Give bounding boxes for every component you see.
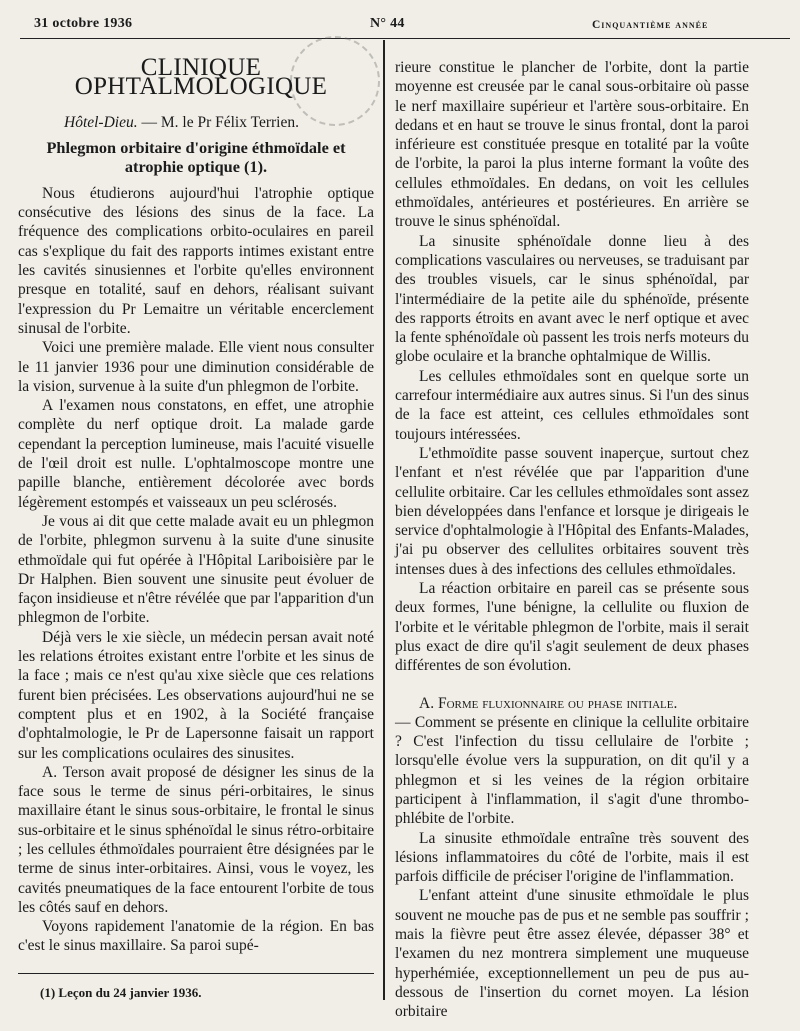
paragraph: L'ethmoïdite passe souvent inaperçue, surtout chez l'enfant et n'est révélée que par l'apparition d'une cellulite orbitaire. Car les cellules ethmoïdales sont assez bien développées dans l'enfance et lorsque je dirigeais le service d'ophtalmologie à l'Hôpital des Enfants-Malades, j'ai pu observer des cellulites orbitaires souvent très intenses dues à des infections des cellules ethmoïdales. — [395, 444, 749, 578]
footnote: (1) Leçon du 24 janvier 1936. — [40, 985, 202, 1000]
header-rule — [20, 38, 790, 39]
section-heading: A. Forme fluxionnaire ou phase initiale. — [419, 694, 678, 712]
hospital-name: Hôtel-Dieu. — [64, 113, 138, 131]
footnote-rule — [18, 973, 374, 974]
paragraph: A l'examen nous constatons, en effet, une atrophie complète du nerf optique droit. La malade garde cependant la perception lumineuse, mais l'acuité visuelle de l'œil droit est nulle. L'ophtalmoscope montre une papille blanche, entièrement décolorée avec bords légèrement estompés et vaisseaux un peu sclérosés. — [18, 397, 374, 511]
article-subtitle: Phlegmon orbitaire d'origine éthmoïdale et atrophie optique (1). — [46, 137, 346, 176]
paragraph: Je vous ai dit que cette malade avait eu un phlegmon de l'orbite, phlegmon survenu à la suite d'une sinusite ethmoïdale qui fut opérée à l'Hôpital Lariboisière par le Dr Halphen. Bien souvent une sinusite peut évoluer de façon insidieuse et n'être révélée que par l'apparition d'un phlegmon de l'orbite. — [18, 512, 374, 627]
column-divider — [383, 40, 385, 1000]
paragraph: La sinusite sphénoïdale donne lieu à des complications vasculaires ou nerveuses, se traduisant par des troubles visuels, car le sinus sphénoïdal, par l'intermédiaire de la petite aile du sphénoïde, présente des rapports étroits en avant avec le nerf optique et avec la fente sphénoïdale où passent les trois nerfs moteurs du globe oculaire et la branche ophtalmique de Willis. — [395, 232, 749, 366]
paragraph: Les cellules ethmoïdales sont en quelque sorte un carrefour intermédiaire aux autres sinus. Si l'un des sinus de la face est atteint, ces cellules ethmoïdales sont toujours intéressées. — [395, 367, 749, 443]
left-column — [18, 54, 374, 956]
author-name: — M. le Pr Félix Terrien. — [137, 113, 299, 131]
paragraph: La sinusite ethmoïdale entraîne très souvent des lésions inflammatoires du côté de l'orbite, mais il est parfois difficile de préciser l'origine de l'inflammation. — [395, 829, 749, 886]
article-byline — [18, 113, 374, 132]
header-issue-number: N° 44 — [370, 16, 405, 31]
paragraph: Voici une première malade. Elle vient nous consulter le 11 janvier 1936 pour une diminution considérable de la vision, survenue à la suite d'un phlegmon de l'orbite. — [18, 339, 374, 395]
paragraph: L'enfant atteint d'une sinusite ethmoïdale le plus souvent ne mouche pas de pus et ne semble pas souffrir ; mais la fièvre peut être assez élevée, dépasser 38° et l'examen du nez montrera simplement une muqueuse hyperhémiée, exceptionnellement un peu de pus au-dessous de l'insertion du cornet moyen. La lésion orbitaire — [395, 887, 749, 1021]
right-column — [395, 58, 749, 1022]
paragraph: A. Terson avait proposé de désigner les sinus de la face sous le terme de sinus péri-orbitaires, le sinus maxillaire étant le sinus sous-orbitaire, le frontal le sinus sus-orbitaire et le sinus sphénoïdal le sinus rétro-orbitaire ; les cellules éthmoïdales pourraient être désignées par le terme de sinus inter-orbitaires. Ainsi, vous le voyez, les cavités pneumatiques de la face entourent l'orbite de tous les côtés sauf en dehors. — [18, 763, 374, 916]
paragraph: Déjà vers le xie siècle, un médecin persan avait noté les relations étroites existant entre l'orbite et les sinus de la face ; mais ce n'est qu'au xixe siècle que ces relations furent bien précisées. Les observations aujourd'hui ne se comptent plus et en 1902, à la Société française d'ophtalmologie, le Pr de Lapersonne faisait un rapport sur les complications oculaires des sinusites. — [18, 628, 374, 762]
paragraph: rieure constitue le plancher de l'orbite, dont la partie moyenne est creusée par le canal sous-orbitaire où passe le nerf maxillaire supérieur et l'artère sous-orbitaire. En dedans et en haut se trouve le sinus frontal, dont la paroi inférieure est constituée presque en totalité par la voûte de l'orbite, la paroi la plus interne formant la voûte des cellules ethmoïdales. En dedans, on voit les cellules ethmoïdales, antérieures et postérieures. En arrière se trouve le sinus sphénoïdal. — [395, 59, 749, 231]
header-date: 31 octobre 1936 — [34, 16, 133, 31]
article-title: CLINIQUE OPHTALMOLOGIQUE — [74, 54, 328, 101]
paragraph: Nous étudierons aujourd'hui l'atrophie optique consécutive des lésions des sinus de la face. La fréquence des complications orbito-oculaires en pareil cas s'explique du fait des rapports intimes existant entre les cavités sinusiennes et l'orbite qu'elles environnent presque en totalité, sauf en dehors, réalisant suivant l'expression du Pr Lemaitre un véritable encerclement sinusal de l'orbite. — [18, 184, 374, 337]
paragraph: Voyons rapidement l'anatomie de la région. En bas c'est le sinus maxillaire. Sa paroi supé- — [18, 918, 374, 955]
paragraph: — Comment se présente en clinique la cellulite orbitaire ? C'est l'infection du tissu cellulaire de l'orbite ; lorsqu'elle évolue vers la suppuration, on dit qu'il y a phlegmon et si les veines de la région orbitaire participent à l'inflammation, il s'agit d'une thrombo-phlébite de l'orbite. — [395, 713, 749, 828]
paragraph: La réaction orbitaire en pareil cas se présente sous deux formes, l'une bénigne, la cellulite ou fluxion de l'orbite et le véritable phlegmon de l'orbite, mais il serait plus exact de dire qu'il s'agit seulement de deux phases différentes de son évolution. — [395, 580, 749, 675]
header-year: Cinquantième année — [592, 19, 709, 31]
